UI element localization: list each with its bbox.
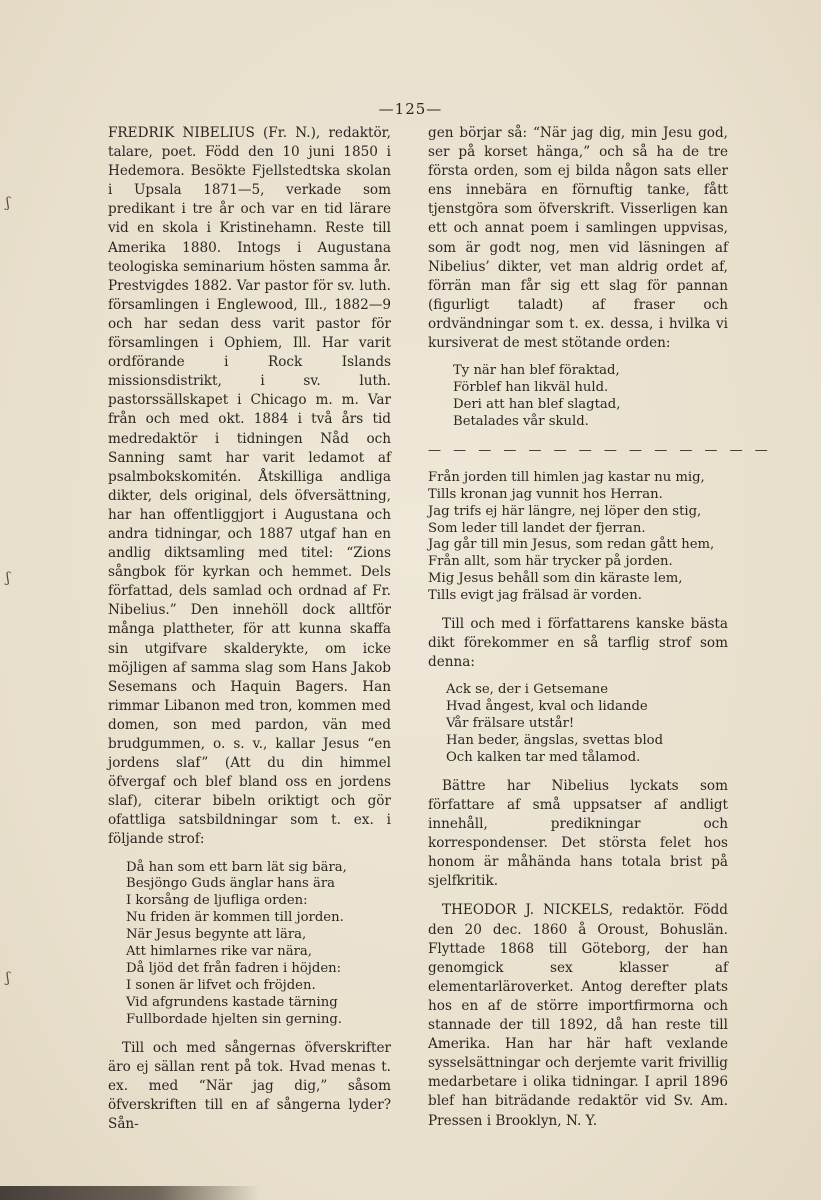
- poem-line: Förblef han likväl huld.: [453, 380, 609, 396]
- paragraph-song-titles: Till och med sångernas öfverskrifter äro ej sällan rent på tok. Hvad menas t. ex. med “När jag dig,” såsom öfverskriften till en af sångerna lyder? Sån-: [108, 1039, 391, 1132]
- entry-fredrik-nibelius: FREDRIK NIBELIUS (Fr. N.), redaktör, talare, poet. Född den 10 juni 1850 i Hedemora. Besökte Fjellstedtska skolan i Upsala 1871—5, verkade som predikant i tre år och var en tid lärare vid en skola i Kristinehamn. Reste till Amerika 1880. Intogs i Augustana teologiska seminarium hösten samma år. Prestvigdes 1882. Var pastor för sv. luth. församlingen i Englewood, Ill., 1882—9 och har sedan dess varit pastor för församlingen i Ophiem, Ill. Har varit ordförande i Rock Islands missionsdistrikt, i sv. luth. pastorssällskapet i Chicago m. m. Var från och med okt. 1884 i två års tid medredaktör i tidningen Nåd och Sanning samt har varit ledamot af psalmbokskomitén. Åtskilliga andliga dikter, dels original, dels öfversättning, har han offentliggjort i Augustana och andra tidningar, och 1887 utgaf han en andlig diktsamling med titel: “Zions sångbok för kyrkan och hemmet. Dels författad, dels samlad och ordnad af Fr. Nibelius.” Den innehöll dock alltför många plattheter, för att kunna skaffa sin utgifvare skalderykte, om icke möjligen af samma slag som Hans Jakob Sesemans och Haquin Bagers. Han rimmar Libanon med tron, kommen med domen, son med pardon, vän med brudgummen, o. s. v., kallar Jesus “en jordens slaf” (Att du din himmel öfvergaf och blef bland oss en jordens slaf), citerar bibeln oriktigt och gör ofattliga satsbildningar som t. ex. i följande strof:: [108, 125, 391, 848]
- poem-line: Mig Jesus behåll som din käraste lem,: [428, 571, 683, 587]
- poem-line: I sonen är lifvet och fröjden.: [126, 977, 316, 993]
- poem-line: Fullbordade hjelten sin gerning.: [126, 1011, 342, 1027]
- poem-line: Tills kronan jag vunnit hos Herran.: [428, 486, 663, 502]
- poem-strophe-1: [126, 860, 391, 1029]
- poem-line: Hvad ångest, kval och lidande: [446, 699, 648, 715]
- poem-line: Från jorden till himlen jag kastar nu mig,: [428, 469, 705, 485]
- poem-line: Vid afgrundens kastade tärning: [126, 994, 338, 1010]
- poem-line: Då han som ett barn lät sig bära,: [126, 859, 347, 875]
- page-number: —125—: [378, 100, 443, 118]
- margin-mark: ʃ: [6, 970, 10, 986]
- poem-line: Då ljöd det från fadren i höjden:: [126, 961, 342, 976]
- poem-line: Som leder till landet der fjerran.: [428, 520, 646, 536]
- poem-line: Betalades vår skuld.: [453, 413, 589, 429]
- poem-line: Tills evigt jag frälsad är vorden.: [428, 588, 642, 604]
- paragraph-better-prose: Bättre har Nibelius lyckats som författare af små uppsatser af andligt innehåll, predikningar och korrespondenser. Det största felet hos honom är måhända hans totala brist på sjelfkritik.: [428, 777, 728, 890]
- poem-line: När Jesus begynte att lära,: [126, 927, 307, 943]
- entry-theodor-nickels: THEODOR J. NICKELS, redaktör. Född den 20 dec. 1860 å Oroust, Bohuslän. Flyttade 1868 till Göteborg, der han genomgick sex klasser af elementarläroverket. Antog derefter plats hos en af de större importfirmorna och stannade der till 1892, då han reste till Amerika. Han har här haft vexlande sysselsättningar och derjemte varit frivillig medarbetare i olika tidningar. I april 1896 blef han biträdande redaktör vid Sv. Am. Pressen i Brooklyn, N. Y.: [428, 902, 728, 1129]
- left-column: [108, 124, 391, 1134]
- poem-line: Att himlarnes rike var nära,: [126, 944, 312, 960]
- poem-line: I korsång de ljufliga orden:: [126, 893, 308, 909]
- poem-line: Jag går till min Jesus, som redan gått hem,: [428, 537, 715, 553]
- paragraph-continued: gen börjar så: “När jag dig, min Jesu god, ser på korset hänga,” och så ha de tre första orden, som ej bilda någon sats eller ens innebära en förnuftig tanke, fått tjenstgöra som öfverskrift. Visserligen kan ett och annat poem i samlingen uppvisas, som är godt nog, men vid läsningen af Nibelius’ dikter, vet man aldrig ordet af, förrän man får sig ett slag för pannan (figurligt taladt) af fraser och ordvändningar som t. ex. dessa, i hvilka vi kursiverat de mest stötande orden:: [428, 125, 728, 352]
- poem-line: Ack se, der i Getsemane: [446, 682, 609, 698]
- margin-mark: ʃ: [6, 195, 10, 211]
- margin-mark: ʃ: [6, 570, 10, 586]
- poem-line: Jag trifs ej här längre, nej löper den stig,: [428, 503, 702, 519]
- dash-separator: — — — — — — — — — — — — — —: [428, 442, 772, 458]
- poem-line: Från allt, som här trycker på jorden.: [428, 554, 673, 570]
- poem-line: Ty när han blef föraktad,: [453, 363, 620, 379]
- poem-line: Han beder, ängslas, svettas blod: [446, 733, 664, 749]
- poem-line: Nu friden är kommen till jorden.: [126, 910, 344, 926]
- poem-strophe-4: [446, 682, 728, 767]
- poem-strophe-3: [428, 470, 728, 605]
- scan-edge-shadow: [0, 1186, 260, 1200]
- right-column: [428, 124, 772, 1131]
- paragraph-best-poem: Till och med i författarens kanske bästa dikt förekommer en så tarflig strof som denna:: [428, 616, 728, 671]
- poem-line: Besjöngo Guds änglar hans ära: [126, 876, 335, 892]
- poem-line: Och kalken tar med tålamod.: [446, 750, 641, 765]
- poem-strophe-2: [453, 363, 728, 431]
- poem-line: Vår frälsare utstår!: [446, 716, 575, 732]
- poem-line: Deri att han blef slagtad,: [453, 396, 621, 412]
